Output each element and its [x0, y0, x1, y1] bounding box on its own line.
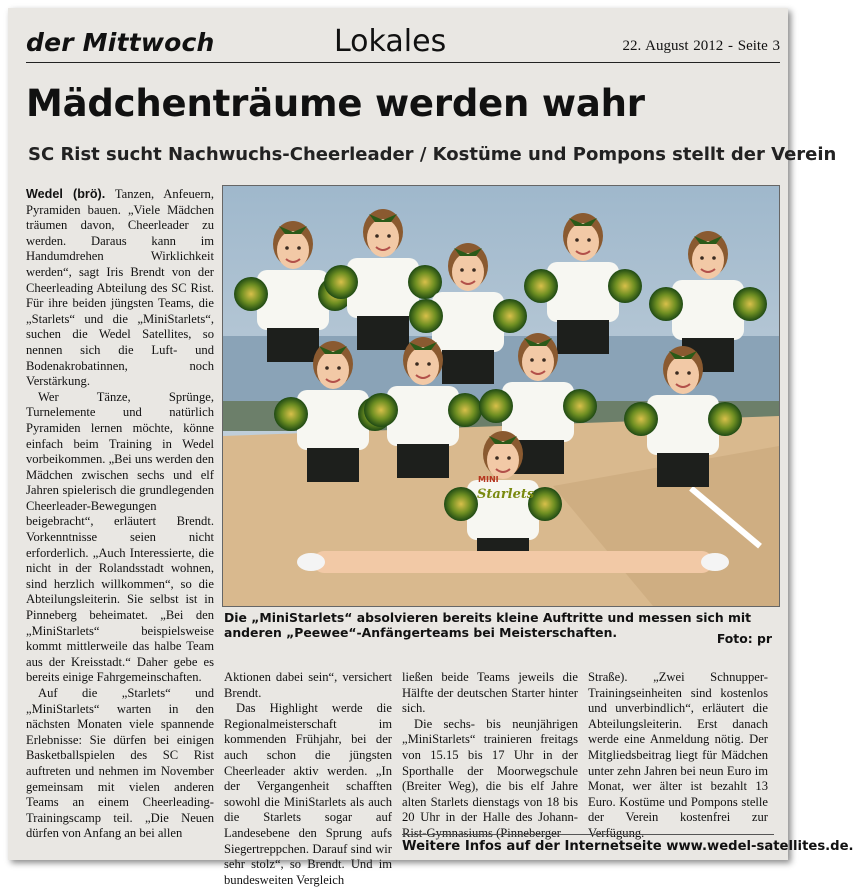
paragraph-8: Straße). „Zwei Schnupper-Trainingseinheiten sind kostenlos und unverbindlich“, erläutert die Abteilungsleiterin. Erst danach werde eine Anmeldung nötig. Der Mitgliedsbeitrag liegt für Mädchen unter zehn Jahren bei neun Euro im Monat, wer älter ist bezahlt 13 Euro. Kostüme und Pompons stelle der Verein kostenfrei zur Verfügung. [588, 670, 768, 840]
article-column-2 [224, 670, 392, 887]
cheerleaders-illustration [223, 186, 779, 606]
paragraph-2: Wer Tänze, Sprünge, Turnelemente und natürlich Pyramiden lernen möchte, könne einfach beim Training in Wedel vorbeikommen. „Bei uns werden den Mädchen zwischen sechs und elf Jahren spielerisch die grundlegenden Cheerleader-Bewegungen beigebracht“, erläutert Brendt. Vorkenntnisse seien nicht erforderlich. „Auch Interessierte, die nicht in der Rolandsstadt wohnen, sind herzlich willkommen“, so die Abteilungsleiterin. Sie selbst ist in Pinneberg beheimatet. „Bei den „MiniStarlets“ beispielsweise kommt mittlerweile das halbe Team aus der Kreisstadt.“ Daher gebe es bereits einige Fahrgemeinschaften. [26, 389, 214, 685]
shirt-starlets-label: Starlets [477, 487, 535, 502]
dateline: 22. August 2012 - Seite 3 [622, 38, 780, 54]
paragraph-6: ließen beide Teams jeweils die Hälfte der deutschen Starter hinter sich. [402, 670, 578, 716]
paragraph-5: Das Highlight werde die Regionalmeisterschaft im kommenden Frühjahr, bei der auch schon die jüngsten Cheerleader aktiv werden. „In der Vergangenheit schafften sowohl die MiniStarlets als auch die Starlets sogar auf Landesebene den Sprung aufs Siegertreppchen. Darauf sind wir sehr stolz“, so Brendt. Und im bundesweiten Vergleich [224, 701, 392, 887]
paragraph-7: Die sechs- bis neunjährigen „MiniStarlets“ trainieren freitags von 15.15 bis 17 Uhr in der Sporthalle der Moorwegschule (Breiter Weg), die bis elf Jahre alten Starlets dienstags von 18 bis 20 Uhr in der Halle des Johann-Rist-Gymnasiums (Pinneberger [402, 716, 578, 840]
shirt-mini-label: MINI [478, 475, 499, 484]
paragraph-4: Aktionen dabei sein“, versichert Brendt. [224, 670, 392, 700]
paragraph-1-text: Tanzen, Anfeuern, Pyramiden bauen. „Viele Mädchen träumen davon, Cheerleader zu werden. Daraus kann im Handumdrehen Wirklichkeit werden“, sagt Iris Brendt von der Cheerleading Abteilung des SC Rist. Für ihre beiden jüngsten Teams, die „Starlets“ und die „MiniStarlets“, suchen die Wedel Satellites, so nennen sich die Luft- und Bodenakrobatinnen, noch Verstärkung. [26, 187, 214, 389]
article-column-4 [588, 670, 768, 840]
newspaper-brand: der Mittwoch [26, 28, 215, 57]
subheadline: SC Rist sucht Nachwuchs-Cheerleader / Kostüme und Pompons stellt der Verein [28, 144, 837, 165]
paragraph-3: Auf die „Starlets“ und „MiniStarlets“ warten in den nächsten Monaten viele spannende Erlebnisse: Sie dürfen bei einigen Basketballspielen des SC Rist auftreten und nehmen im November gemeinsam mit vielen anderen Teams an einem Cheerleading-Trainingscamp teil. „Die Neuen dürfen von Anfang an bei allen [26, 686, 214, 841]
article-column-1 [26, 187, 214, 852]
paragraph-1 [26, 187, 214, 390]
masthead [26, 22, 780, 63]
photo-caption: Die „MiniStarlets“ absolvieren bereits kleine Auftritte und messen sich mit anderen „Peewee“-Anfängerteams bei Meisterschaften. [224, 610, 752, 640]
photo-credit: Foto: pr [716, 631, 772, 646]
byline: Wedel (brö). [26, 187, 106, 201]
section-title: Lokales [334, 24, 447, 59]
headline: Mädchenträume werden wahr [26, 82, 645, 125]
team-photo [222, 185, 780, 607]
newspaper-clipping [8, 8, 854, 887]
article-column-3 [402, 670, 578, 850]
website-info: Weitere Infos auf der Internetseite www.wedel-satellites.de. [402, 834, 774, 854]
